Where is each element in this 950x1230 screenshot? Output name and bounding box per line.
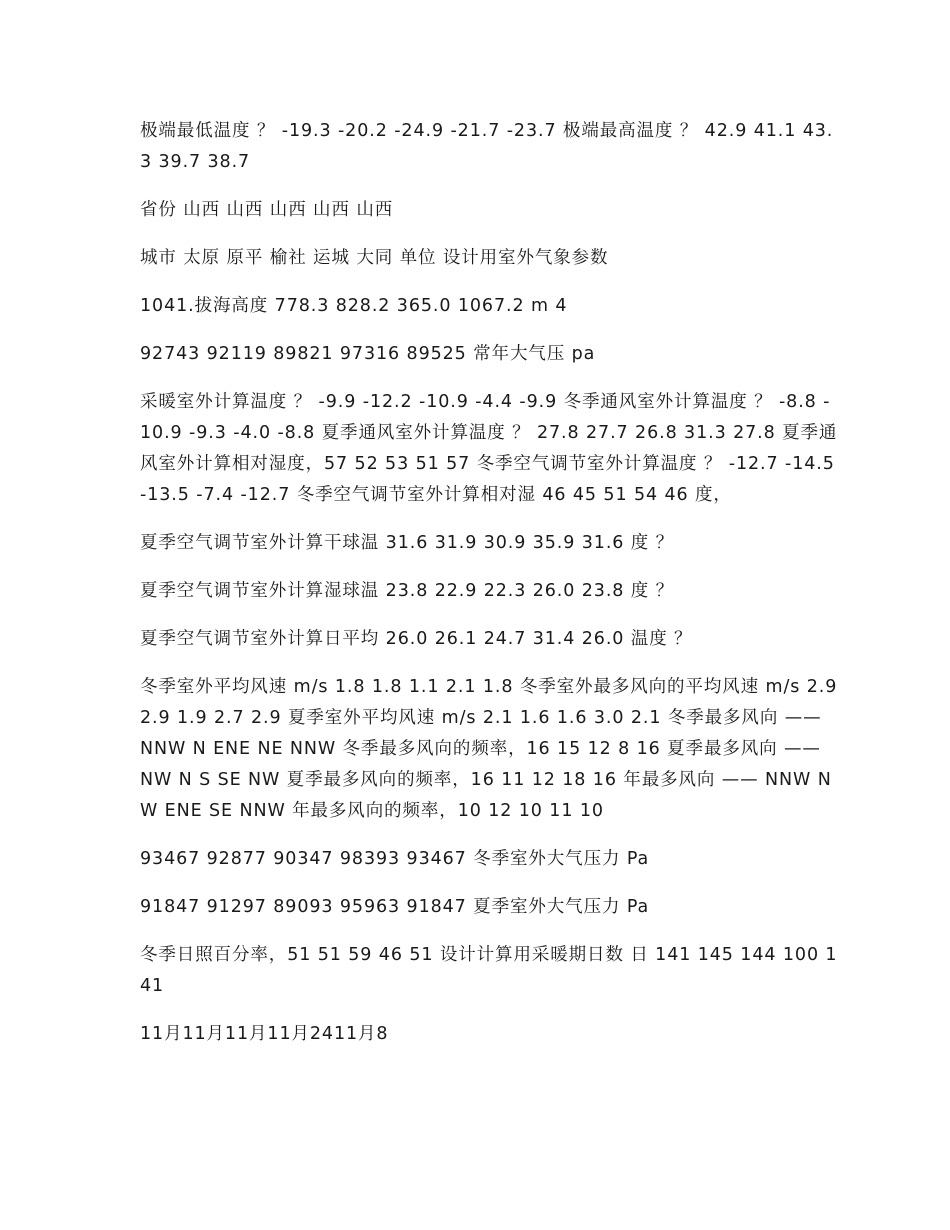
paragraph-annual-pressure: 92743 92119 89821 97316 89525 常年大气压 pa <box>140 344 596 364</box>
paragraph-sunshine-heating-days: 冬季日照百分率，51 51 59 46 51 设计计算用采暖期日数 日 141 145 144 100 141 <box>140 945 838 996</box>
paragraph-province: 省份 山西 山西 山西 山西 山西 <box>140 200 394 220</box>
paragraph-wind: 冬季室外平均风速 m/s 1.8 1.8 1.1 2.1 1.8 冬季室外最多风向的平均风速 m/s 2.9 2.9 1.9 2.7 2.9 夏季室外平均风速 m/s 2.1 1.6 1.6 3.0 2.1 冬季最多风向 —— NNW N ENE NE NNW 冬季最多风向的频率，16 15 12 8 16 夏季最多风向 —— NW N S SE NW 夏季最多风向的频率，16 11 12 18 16 年最多风向 —— NNW NW ENE SE NNW 年最多风向的频率，10 12 10 11 10 <box>140 677 838 821</box>
paragraph-dry-bulb: 夏季空气调节室外计算干球温 31.6 31.9 30.9 35.9 31.6 度 ？ <box>140 533 675 553</box>
paragraph-winter-pressure: 93467 92877 90347 98393 93467 冬季室外大气压力 Pa <box>140 849 650 869</box>
paragraph-city: 城市 太原 原平 榆社 运城 大同 单位 设计用室外气象参数 <box>140 248 609 268</box>
paragraph-summer-pressure: 91847 91297 89093 95963 91847 夏季室外大气压力 Pa <box>140 897 650 917</box>
paragraph-daily-average: 夏季空气调节室外计算日平均 26.0 26.1 24.7 31.4 26.0 温度 ？ <box>140 629 693 649</box>
paragraph-wet-bulb: 夏季空气调节室外计算湿球温 23.8 22.9 22.3 26.0 23.8 度 ？ <box>140 581 675 601</box>
paragraph-extreme-temperature: 极端最低温度 ？ -19.3 -20.2 -24.9 -21.7 -23.7 极端最高温度 ？ 42.9 41.1 43.3 39.7 38.7 <box>140 121 834 172</box>
paragraph-months: 11月11月11月11月2411月8 <box>140 1024 389 1044</box>
paragraph-altitude: 1041.拔海高度 778.3 828.2 365.0 1067.2 m 4 <box>140 296 568 316</box>
paragraph-design-temperatures: 采暖室外计算温度 ？ -9.9 -12.2 -10.9 -4.4 -9.9 冬季通风室外计算温度 ？ -8.8 -10.9 -9.3 -4.0 -8.8 夏季通风室外计算温度 ？ 27.8 27.7 26.8 31.3 27.8 夏季通风室外计算相对湿度，57 52 53 51 57 冬季空气调节室外计算温度 ？ -12.7 -14.5 -13.5 -7.4 -12.7 冬季空气调节室外计算相对湿 46 45 51 54 46 度， <box>140 392 838 505</box>
